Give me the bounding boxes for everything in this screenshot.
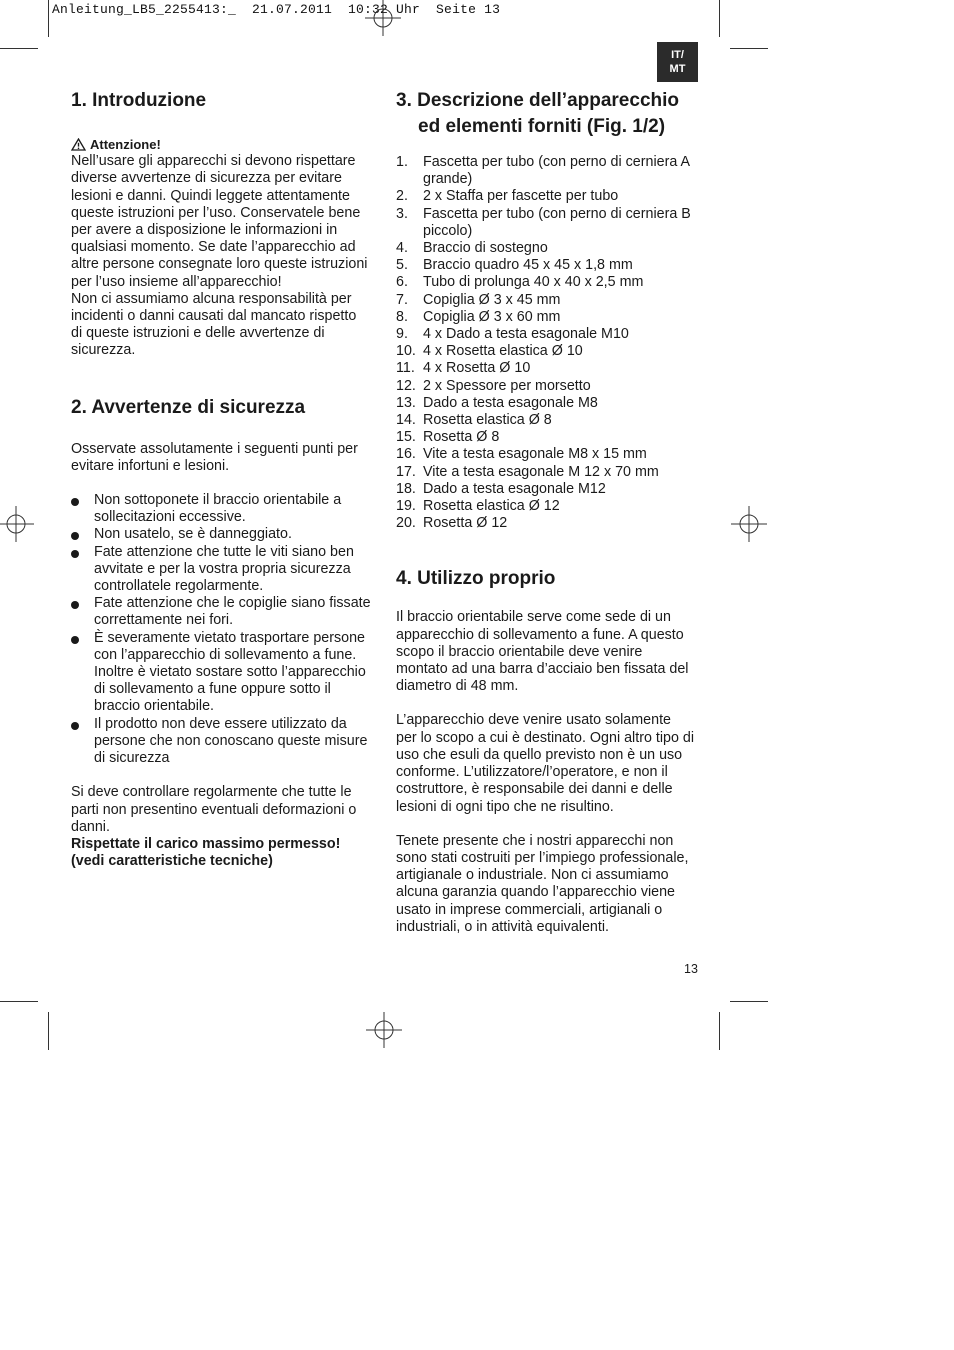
usage-paragraphs [396, 609, 702, 935]
crop-mark [48, 1012, 49, 1050]
list-item [396, 515, 702, 532]
list-item-text [423, 395, 702, 412]
text-line: diametro di 48 mm. [396, 678, 519, 695]
list-item [396, 395, 702, 412]
language-badge [657, 42, 698, 82]
text-line: Non sottoponete il braccio orientabile a [94, 492, 342, 509]
warning-triangle-icon [71, 138, 86, 151]
text-line: queste istruzioni per l’uso. Conservatele bene [71, 204, 361, 221]
list-item-number: 14. [396, 412, 416, 429]
text-line: Rispettate il carico massimo permesso! [71, 835, 341, 852]
list-item-number: 2. [396, 188, 408, 205]
text-line: per lo scopo a cui è destinato. Ogni altro tipo di [396, 729, 695, 746]
text-line: lesioni e danni. Quindi leggete attentamente [71, 187, 350, 204]
usage-paragraph [396, 712, 702, 815]
section-heading-usage: 4. Utilizzo proprio [396, 568, 556, 590]
registration-mark-icon [0, 506, 34, 542]
text-line: braccio orientabile. [94, 698, 215, 715]
crop-mark [730, 48, 768, 49]
list-item [396, 446, 702, 463]
list-item-text [423, 360, 702, 377]
text-line: sicurezza. [71, 342, 136, 359]
list-item-number: 16. [396, 446, 416, 463]
text-line: con l’apparecchio di sollevamento a fune. [94, 646, 357, 663]
warning-label: Attenzione! [90, 137, 161, 152]
list-item-text [423, 240, 702, 257]
text-line: artigianale o industriale. Non ci assumiamo [396, 867, 669, 884]
text-line: Rosetta elastica Ø 8 [423, 412, 552, 429]
text-line: diverse avvertenze di sicurezza per evitare [71, 170, 342, 187]
list-item [396, 343, 702, 360]
text-line: Il braccio orientabile serve come sede di un [396, 609, 671, 626]
text-line: alcuna garanzia quando l’apparecchio viene [396, 884, 675, 901]
right-column [396, 88, 702, 936]
check-paragraph [71, 784, 377, 836]
text-line: Osservate assolutamente i seguenti punti per [71, 440, 358, 457]
text-line: Fascetta per tubo (con perno di cerniera B [423, 205, 691, 222]
list-item [396, 188, 702, 205]
text-line: avvitate e per la vostra propria sicurezza [94, 560, 351, 577]
intro-paragraph [71, 153, 377, 359]
list-item-number: 12. [396, 377, 416, 394]
list-item-text [423, 412, 702, 429]
list-item-number: 5. [396, 257, 408, 274]
section-heading-intro: 1. Introduzione [71, 90, 207, 111]
list-item-number: 10. [396, 343, 416, 360]
list-item-text [423, 429, 702, 446]
text-line: Inoltre è vietato sostare sotto l’apparecchio [94, 664, 366, 681]
text-line: incidenti o danni causati dal mancato rispetto [71, 308, 357, 325]
list-item [396, 429, 702, 446]
list-item [396, 360, 702, 377]
text-line: danni. [71, 818, 110, 835]
crop-mark [48, 0, 49, 37]
list-item-text [423, 257, 702, 274]
text-line: di sicurezza [94, 750, 170, 767]
text-line: Braccio quadro 45 x 45 x 1,8 mm [423, 257, 633, 274]
text-line: uso che esuli da quello previsto non è un uso [396, 746, 683, 763]
registration-mark-icon [731, 506, 767, 542]
text-line: industriali, o in attività equivalenti. [396, 918, 609, 935]
list-item-text [423, 464, 702, 481]
list-item-text [423, 309, 702, 326]
text-line: Rosetta elastica Ø 12 [423, 498, 560, 515]
text-line: piccolo) [423, 222, 473, 239]
text-line: Il prodotto non deve essere utilizzato da [94, 715, 347, 732]
list-item-number: 11. [396, 360, 415, 377]
max-load-note [71, 836, 377, 870]
crop-mark [0, 48, 38, 49]
heading-line: ed elementi forniti (Fig. 1/2) [418, 116, 666, 137]
text-line: montato ad una barra d’acciaio ben fissata del [396, 661, 689, 678]
language-badge-line2: MT [669, 63, 686, 75]
print-header: Anleitung_LB5_2255413:_ 21.07.2011 10:32 Uhr Seite 13 [52, 2, 501, 17]
text-line: Copiglia Ø 3 x 45 mm [423, 291, 561, 308]
language-badge-line1: IT/ [671, 49, 684, 61]
warning-title [71, 136, 377, 153]
list-item-text [423, 188, 702, 205]
list-item-text [423, 343, 702, 360]
text-line: conforme. L’utilizzatore/l’operatore, e non il [396, 764, 668, 781]
crop-mark [730, 1001, 768, 1002]
text-line: grande) [423, 171, 473, 188]
list-item [396, 326, 702, 343]
text-line: (vedi caratteristiche tecniche) [71, 853, 273, 870]
text-line: apparecchio di sollevamento a fune. A questo [396, 626, 684, 643]
text-line: 4 x Rosetta Ø 10 [423, 360, 531, 377]
text-line: 2 x Staffa per fascette per tubo [423, 188, 619, 205]
list-item-text [423, 481, 702, 498]
crop-mark [719, 0, 720, 37]
list-item [396, 154, 702, 188]
text-line: 2 x Spessore per morsetto [423, 377, 591, 394]
text-line: Nell’usare gli apparecchi si devono rispettare [71, 153, 356, 170]
text-line: 4 x Dado a testa esagonale M10 [423, 326, 629, 343]
heading-line: 3. Descrizione dell’apparecchio [396, 90, 679, 111]
list-item [396, 498, 702, 515]
list-item [71, 492, 377, 526]
text-line: L’apparecchio deve venire usato solamente [396, 712, 671, 729]
registration-mark-icon [365, 0, 401, 36]
list-item [396, 412, 702, 429]
text-line: parti non presentino eventuali deformazioni o [71, 801, 357, 818]
text-line: Rosetta Ø 12 [423, 515, 508, 532]
text-line: qualsiasi momento. Se date l’apparecchio ad [71, 239, 356, 256]
list-item-number: 9. [396, 326, 408, 343]
list-item-text [423, 446, 702, 463]
list-item-text [423, 274, 702, 291]
section-heading-description [396, 88, 702, 140]
text-line: Copiglia Ø 3 x 60 mm [423, 308, 561, 325]
text-line: Fate attenzione che tutte le viti siano ben [94, 543, 354, 560]
crop-mark [0, 1001, 38, 1002]
text-line: altre persone consegnate loro queste istruzioni [71, 256, 368, 273]
list-item [396, 257, 702, 274]
list-item-number: 7. [396, 291, 408, 308]
list-item-number: 13. [396, 394, 416, 411]
text-line: Fate attenzione che le copiglie siano fissate [94, 595, 371, 612]
list-item [396, 378, 702, 395]
text-line: costruttore, è responsabile dei danni e delle [396, 781, 673, 798]
text-line: Vite a testa esagonale M 12 x 70 mm [423, 463, 659, 480]
text-line: scopo il braccio orientabile deve venire [396, 643, 643, 660]
list-item [71, 595, 377, 629]
safety-bullet-list [71, 492, 377, 767]
list-item-number: 19. [396, 498, 416, 515]
text-line: Vite a testa esagonale M8 x 15 mm [423, 446, 647, 463]
registration-mark-icon [366, 1012, 402, 1048]
text-line: Non ci assumiamo alcuna responsabilità per [71, 290, 352, 307]
text-line: Braccio di sostegno [423, 240, 548, 257]
left-column [71, 88, 377, 870]
list-item-number: 15. [396, 429, 416, 446]
text-line: evitare infortuni e lesioni. [71, 457, 230, 474]
text-line: lesioni di ogni tipo che ne risultino. [396, 798, 614, 815]
list-item [396, 464, 702, 481]
list-item [71, 630, 377, 716]
list-item-number: 4. [396, 240, 408, 257]
list-item-number: 6. [396, 274, 408, 291]
section-heading-safety: 2. Avvertenze di sicurezza [71, 396, 306, 418]
text-line: per avere a disposizione le informazioni in [71, 222, 338, 239]
list-item-text [423, 498, 702, 515]
text-line: Rosetta Ø 8 [423, 429, 500, 446]
list-item-number: 3. [396, 205, 408, 222]
text-line: È severamente vietato trasportare persone [94, 629, 365, 646]
list-item-text [423, 378, 702, 395]
safety-intro [71, 441, 377, 475]
list-item [396, 481, 702, 498]
list-item [396, 206, 702, 240]
list-item-text [423, 515, 702, 532]
text-line: sollecitazioni eccessive. [94, 509, 246, 526]
list-item [71, 544, 377, 596]
list-item [71, 526, 377, 543]
paragraph-gap [396, 816, 702, 833]
text-line: Si deve controllare regolarmente che tutte le [71, 784, 352, 801]
list-item-number: 18. [396, 480, 416, 497]
list-item-text [423, 206, 702, 240]
text-line: Tenete presente che i nostri apparecchi non [396, 832, 674, 849]
list-item-number: 8. [396, 308, 408, 325]
list-item-number: 1. [396, 154, 408, 170]
usage-paragraph [396, 833, 702, 936]
list-item-text [423, 326, 702, 343]
list-item-number: 17. [396, 463, 416, 480]
text-line: usato in imprese commerciali, artigianali o [396, 901, 663, 918]
list-item-text [423, 154, 702, 188]
list-item [396, 240, 702, 257]
page-number: 13 [684, 962, 698, 976]
list-item [396, 274, 702, 291]
text-line: Non usatelo, se è danneggiato. [94, 526, 292, 543]
text-line: sono stati costruiti per l’impiego professionale, [396, 849, 689, 866]
paragraph-gap [396, 695, 702, 712]
parts-list [396, 154, 702, 532]
text-line: controllatele regolarmente. [94, 578, 264, 595]
text-line: di queste istruzioni e delle avvertenze di [71, 325, 325, 342]
list-item [71, 716, 377, 768]
list-item [396, 309, 702, 326]
text-line: per l’uso insieme all’apparecchio! [71, 273, 282, 290]
text-line: persone che non conoscano queste misure [94, 732, 368, 749]
text-line: Dado a testa esagonale M8 [423, 394, 598, 411]
text-line: di sollevamento a fune oppure sotto il [94, 681, 331, 698]
text-line: 4 x Rosetta elastica Ø 10 [423, 343, 583, 360]
text-line: Fascetta per tubo (con perno di cerniera A [423, 154, 691, 170]
list-item [396, 292, 702, 309]
crop-mark [719, 1012, 720, 1050]
list-item-text [423, 292, 702, 309]
text-line: Dado a testa esagonale M12 [423, 480, 606, 497]
usage-paragraph [396, 609, 702, 695]
text-line: Tubo di prolunga 40 x 40 x 2,5 mm [423, 274, 644, 291]
list-item-number: 20. [396, 515, 416, 532]
text-line: correttamente nei fori. [94, 612, 234, 629]
